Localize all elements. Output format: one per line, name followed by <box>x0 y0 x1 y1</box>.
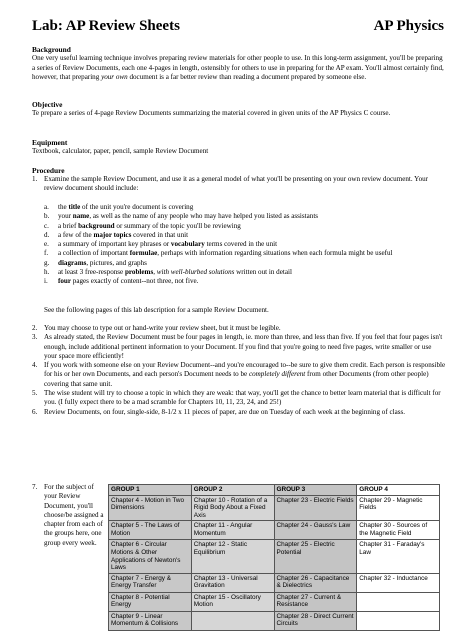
table-cell <box>357 611 440 630</box>
procedure-item-3: 3. As already stated, the Review Document must be four pages in length, ie. more than three, and less than five. If you feel that four pages isn't enough, include additional pertinent information to your Document. If you find that you're going to need five pages, write smaller or use your space more efficiently! <box>32 333 443 360</box>
item-number: 1. <box>32 175 38 183</box>
subitem-a: a. the title of the unit you're document is covering <box>44 203 194 211</box>
document-page: Lab: AP Review Sheets AP Physics Background One very useful learning technique involves preparing review materials for other people to use. In this long-term assignment, you'll be preparing a series of Review Documents, each one 4-pages in length, ostensibly for others to use in preparing for the AP exam. You'll almost certainly find, however, that preparing your own document is a far better review than reading a document prepared by someone else. Objective Te prepare a series of 4-page Review Documents summarizing the material covered in given units of the AP Physics C course. Equipment Textbook, calculator, paper, pencil, sample Review Document Procedure 1. Examine the sample Review Document, and use it as a general model of what you'll be presenting on your own review document. Your review document should include: a. the title of the unit you're document is covering b. your name, as well as the name of any people who may have helped you listed as assistants c. a brief background or summary of the topic you'll be reviewing d. a few of the major topics covered in that unit e. a summary of important key phrases or vocabulary terms covered in the unit f. a collection of important formulae, perhaps with information regarding situations when each formula might be useful g. diagrams, pictures, and graphs h. at least 3 free-response problems, with well-blurbed solutions written out in detail i. four pages exactly of content--not three, not five. See the following pages of this lab description for a sample Review Document. 2. You may choose to type out or hand-write your review sheet, but it must be legible. 3. As already stated, the Review Document must be four pages in length, ie. more than three, and less than five. If you feel that four pages isn't enough, include additional pertinent information to your Document. If you find that you're going to need five pages, write smaller or use your space more efficiently! 4. If you work with someone else on your Review Document--and you're encouraged to--be sure to give them credit. Each person is responsible for his or her own Documents, and each person's Document needs to be completely different from other Documents (from other people) covering that same unit. 5. The wise student will try to choose a topic in which they are weak: that way, you'll get the chance to better learn material that is difficult for you. (I fully expect there to be a mad scramble for Chapters 10, 11, 23, 24, and 25!) 6. Review Documents, on four, single-side, 8-1/2 x 11 pieces of paper, are due on Tuesday of each week at the beginning of class. 7. For the subject of your Review Document, you'll choose/be assigned a chapter from each of the groups here, one group every week. GROUP 1 GROUP 2 GROUP 3 GROUP 4 Chapter 4 - Motion in Two Dimensions Chapter 10 - Rotation of a Rigid Body About a Fixed Axis Chapter 23 - Electric Fields Chapter 29 - Magnetic Fields Chapter 5 - The Laws of Motion Chapter 11 - Angular Momentum Chapter 24 - Gauss's Law Chapter 30 - Sources of the Magnetic Field Chapter 6 - Circular Motions & Other Applications of Newton's Laws Chapter 12 - Static Equilibrium Chapter 25 - Electric Potential Chapter 31 - Faraday's Law Chapter 7 - Energy & Energy Transfer Chapter 13 - Universal Gravitation Chapter 26 - Capacitance & Dielectrics Chapter 32 - Inductance Chapter 8 - Potential Energy Chapter 15 - Oscillatory Motion Chapter 27 - Current & Resistance Chapter 9 - Linear Momentum & Collisions Chapter 28 - Direct Current Circuits <box>0 0 474 613</box>
table-cell: Chapter 6 - Circular Motions & Other Applications of Newton's Laws <box>109 540 192 573</box>
table-cell: Chapter 25 - Electric Potential <box>274 540 357 573</box>
table-cell: Chapter 8 - Potential Energy <box>109 592 192 611</box>
procedure-item-2: 2. You may choose to type out or hand-write your review sheet, but it must be legible. <box>32 324 281 332</box>
table-cell: Chapter 7 - Energy & Energy Transfer <box>109 573 192 592</box>
background-text: One very useful learning technique involves preparing review materials for other people to use. In this long-term assignment, you'll be preparing a series of Review Documents, each one 4-pages in length, ostensibly for others to use in preparing for the AP exam. You'll almost certainly find, however, that preparing your own document is a far better review than reading a document prepared by someone else. <box>32 54 444 81</box>
table-cell: Chapter 12 - Static Equilibrium <box>191 540 274 573</box>
table-cell: Chapter 13 - Universal Gravitation <box>191 573 274 592</box>
table-row <box>109 540 440 573</box>
table-cell: Chapter 15 - Oscillatory Motion <box>191 592 274 611</box>
subitem-f: f. a collection of important formulae, perhaps with information regarding situations when each formula might be useful <box>44 249 393 258</box>
item-text: Examine the sample Review Document, and use it as a general model of what you'll be presenting on your own review document. Your review document should include: <box>44 175 429 193</box>
procedure-item-1 <box>32 175 446 194</box>
procedure-heading: Procedure <box>32 166 65 175</box>
sample-note: See the following pages of this lab description for a sample Review Document. <box>44 306 269 314</box>
subitem-h: h. at least 3 free-response problems, with well-blurbed solutions written out in detail <box>44 268 292 277</box>
table-cell: Chapter 23 - Electric Fields <box>274 495 357 521</box>
subitem-b: b. your name, as well as the name of any people who may have helped you listed as assistants <box>44 212 319 221</box>
table-cell: Chapter 30 - Sources of the Magnetic Field <box>357 521 440 540</box>
table-cell: Chapter 27 - Current & Resistance <box>274 592 357 611</box>
chapter-groups-table <box>108 484 440 631</box>
document-title: Lab: AP Review Sheets <box>32 18 180 34</box>
subitem-g: g. diagrams, pictures, and graphs <box>44 258 147 267</box>
procedure-heading-block <box>32 166 444 175</box>
procedure-item-6: 6. Review Documents, on four, single-side, 8-1/2 x 11 pieces of paper, are due on Tuesday of each week at the beginning of class. <box>32 407 406 416</box>
table-cell: Chapter 24 - Gauss's Law <box>274 521 357 540</box>
table-cell: Chapter 10 - Rotation of a Rigid Body About a Fixed Axis <box>191 495 274 521</box>
table-cell: Chapter 26 - Capacitance & Dielectrics <box>274 573 357 592</box>
objective-heading: Objective <box>32 100 63 109</box>
table-row <box>109 521 440 540</box>
table-row <box>109 573 440 592</box>
background-heading: Background <box>32 45 71 54</box>
table-cell: Chapter 31 - Faraday's Law <box>357 540 440 573</box>
table-cell: Chapter 11 - Angular Momentum <box>191 521 274 540</box>
table-cell: Chapter 32 - Inductance <box>357 573 440 592</box>
objective-section <box>32 100 444 119</box>
procedure-items-2-6 <box>32 324 446 417</box>
table-cell: Chapter 5 - The Laws of Motion <box>109 521 192 540</box>
table-row <box>109 495 440 521</box>
course-title: AP Physics <box>373 18 444 34</box>
equipment-section <box>32 138 444 157</box>
group-4-header: GROUP 4 <box>357 485 440 496</box>
procedure-item-5: 5. The wise student will try to choose a topic in which they are weak: that way, you'll get the chance to better learn material that is difficult for you. (I fully expect there to be a mad scramble for Chapters 10, 11, 23, 24, and 25!) <box>32 389 441 407</box>
background-section <box>32 45 444 82</box>
table-cell: Chapter 28 - Direct Current Circuits <box>274 611 357 630</box>
group-1-header: GROUP 1 <box>109 485 192 496</box>
table-row <box>109 611 440 630</box>
table-cell <box>191 611 274 630</box>
subitem-i: i. four pages exactly of content--not three, not five. <box>44 277 199 286</box>
group-3-header: GROUP 3 <box>274 485 357 496</box>
table-cell: Chapter 29 - Magnetic Fields <box>357 495 440 521</box>
procedure-item-4: 4. If you work with someone else on your Review Document--and you're encouraged to--be sure to give them credit. Each person is responsible for his or her own Documents, and each person's Document needs to be completely different from other Documents (from other people) covering that same unit. <box>32 361 446 388</box>
table-cell: Chapter 9 - Linear Momentum & Collisions <box>109 611 192 630</box>
objective-text: Te prepare a series of 4-page Review Documents summarizing the material covered in given units of the AP Physics C course. <box>32 109 391 118</box>
table-header-row <box>109 485 440 496</box>
procedure-subitems <box>32 203 446 287</box>
table-cell: Chapter 4 - Motion in Two Dimensions <box>109 495 192 521</box>
subitem-e: e. a summary of important key phrases or vocabulary terms covered in the unit <box>44 240 278 249</box>
subitem-c: c. a brief background or summary of the topic you'll be reviewing <box>44 221 241 230</box>
subitem-d: d. a few of the major topics covered in that unit <box>44 230 189 239</box>
equipment-heading: Equipment <box>32 138 68 147</box>
table-cell <box>357 592 440 611</box>
table-row <box>109 592 440 611</box>
group-2-header: GROUP 2 <box>191 485 274 496</box>
equipment-text: Textbook, calculator, paper, pencil, sample Review Document <box>32 147 209 156</box>
